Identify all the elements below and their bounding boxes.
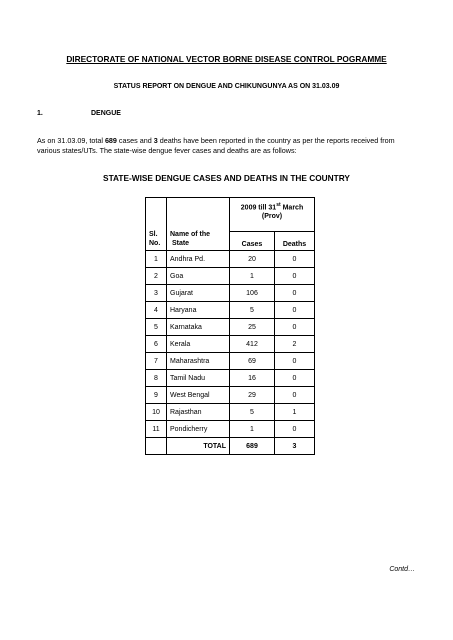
cell-cases: 1 [230,268,275,285]
total-cases: 689 [230,438,275,455]
cell-deaths: 0 [275,319,315,336]
cell-cases: 412 [230,336,275,353]
cell-deaths: 0 [275,370,315,387]
cell-sl-no: 10 [146,404,167,421]
cell-deaths: 0 [275,353,315,370]
cell-state-name: Rajasthan [167,404,230,421]
document-title: DIRECTORATE OF NATIONAL VECTOR BORNE DISEASE CONTROL POGRAMME [66,54,387,64]
section-heading [37,110,121,117]
header-sl-no: Sl. No. [146,198,167,251]
total-label: TOTAL [167,438,230,455]
header-deaths: Deaths [275,232,315,251]
table-total-row [146,438,315,455]
paragraph-text: cases and [116,136,154,145]
total-cases-value: 689 [104,136,117,145]
cell-state-name: Tamil Nadu [167,370,230,387]
cell-sl-no: 6 [146,336,167,353]
cell-cases: 25 [230,319,275,336]
table-row [146,404,315,421]
cell-cases: 16 [230,370,275,387]
continued-note: Contd… [389,566,415,573]
paragraph-text: deaths have been reported in the country as per the reports received from various states/UTs. The state-wise dengue fever cases and deaths are as follows: [37,136,395,155]
cell-state-name: Kerala [167,336,230,353]
cell-sl-no: 9 [146,387,167,404]
table-row [146,251,315,268]
cell-cases: 5 [230,404,275,421]
header-cases: Cases [230,232,275,251]
cell-deaths: 0 [275,387,315,404]
section-number: 1. [37,110,43,117]
table-row [146,268,315,285]
cell-cases: 5 [230,302,275,319]
table-row [146,302,315,319]
table-title: STATE-WISE DENGUE CASES AND DEATHS IN THE COUNTRY [103,173,350,183]
table-row [146,336,315,353]
cell-blank [146,438,167,455]
cell-deaths: 0 [275,251,315,268]
cell-deaths: 0 [275,268,315,285]
cell-state-name: Karnataka [167,319,230,336]
cell-sl-no: 11 [146,421,167,438]
cell-sl-no: 7 [146,353,167,370]
table-row [146,387,315,404]
cell-cases: 20 [230,251,275,268]
cell-deaths: 1 [275,404,315,421]
cell-deaths: 2 [275,336,315,353]
cell-state-name: Gujarat [167,285,230,302]
cell-state-name: Andhra Pd. [167,251,230,268]
cell-deaths: 0 [275,285,315,302]
cell-sl-no: 3 [146,285,167,302]
report-subtitle: STATUS REPORT ON DENGUE AND CHIKUNGUNYA AS ON 31.03.09 [113,83,340,90]
cell-sl-no: 1 [146,251,167,268]
dengue-table [145,197,315,455]
paragraph-text: As on 31.03.09, total [37,136,105,145]
cell-state-name: Maharashtra [167,353,230,370]
cell-cases: 69 [230,353,275,370]
header-period: 2009 till 31st March (Prov) [230,198,315,232]
cell-state-name: West Bengal [167,387,230,404]
cell-state-name: Goa [167,268,230,285]
cell-cases: 1 [230,421,275,438]
section-title: DENGUE [91,110,121,117]
cell-sl-no: 2 [146,268,167,285]
total-deaths: 3 [275,438,315,455]
total-deaths-value: 3 [153,136,158,145]
table-row [146,370,315,387]
cell-cases: 29 [230,387,275,404]
table-row [146,353,315,370]
header-state-name: Name of the State [167,198,230,251]
table-row [146,285,315,302]
cell-sl-no: 5 [146,319,167,336]
table-row [146,319,315,336]
cell-state-name: Haryana [167,302,230,319]
cell-sl-no: 8 [146,370,167,387]
intro-paragraph [37,136,417,156]
cell-cases: 106 [230,285,275,302]
cell-state-name: Pondicherry [167,421,230,438]
cell-deaths: 0 [275,302,315,319]
cell-sl-no: 4 [146,302,167,319]
cell-deaths: 0 [275,421,315,438]
table-row [146,421,315,438]
table-header-row [146,198,315,232]
